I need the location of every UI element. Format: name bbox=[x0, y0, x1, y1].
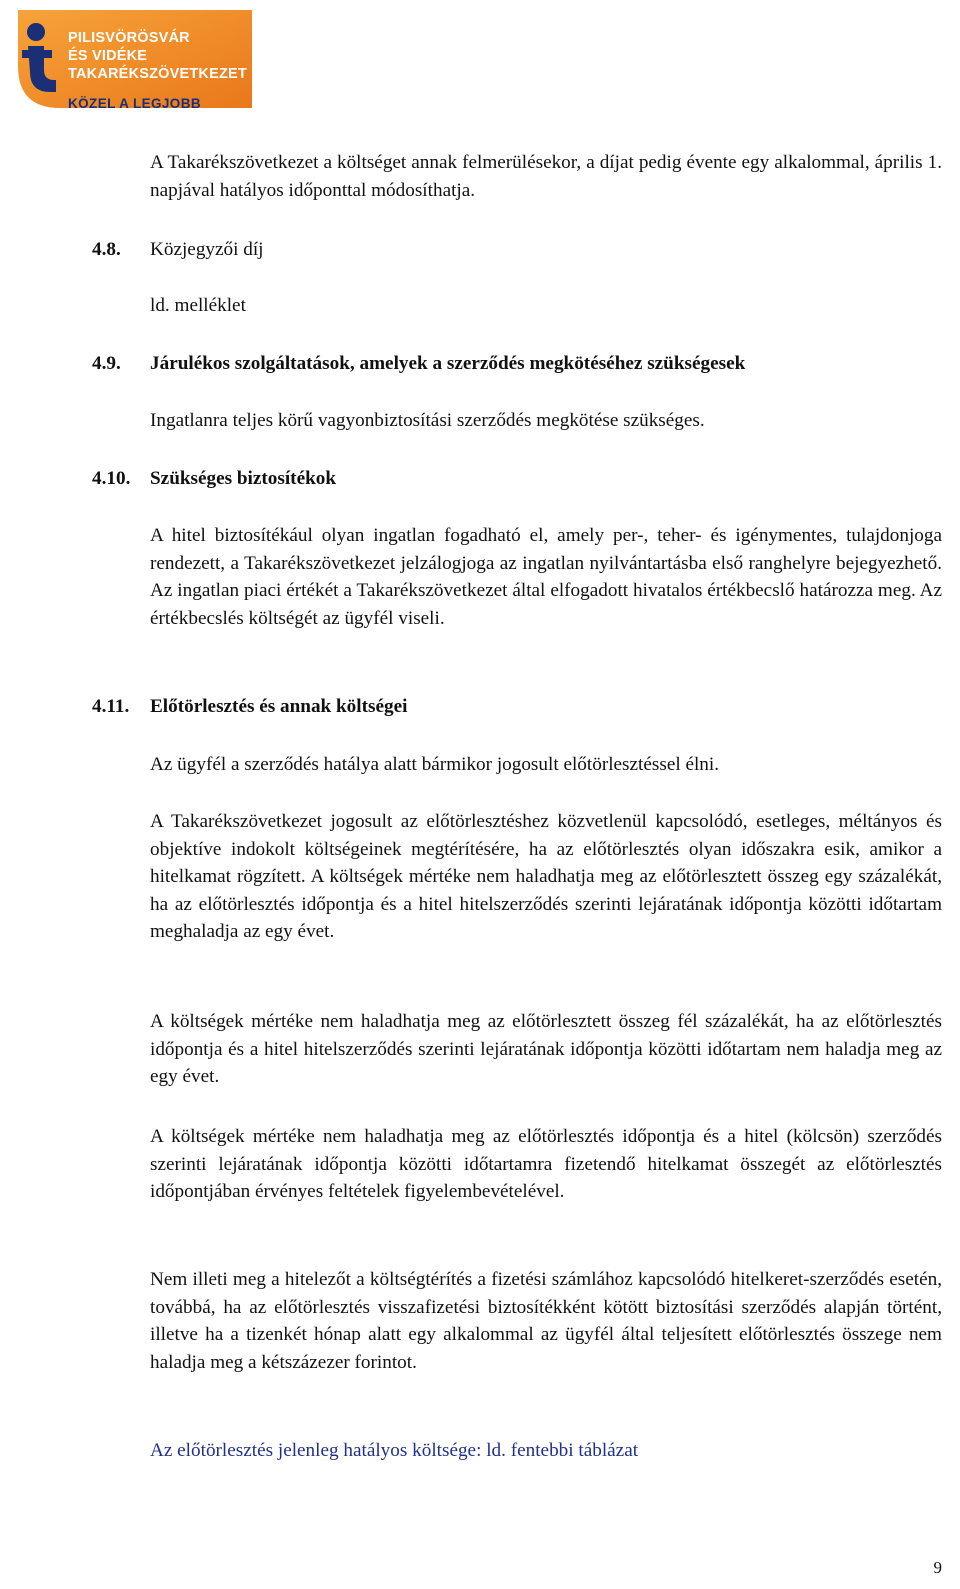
section-4-11-paragraph-5: Nem illeti meg a hitelezőt a költségtérítés a fizetési számlához kapcsolódó hitelkeret-szerződés esetén, továbbá, ha az előtörlesztés visszafizetési biztosítékként kötött biztosítási szerződés alapján történt, illetve ha a tizenkét hónap alatt egy alkalommal az ügyfél által teljesített előtörlesztés összege nem haladja meg a kétszázezer forintot. bbox=[150, 1269, 942, 1373]
fee-label: Az előtörlesztés jelenleg hatályos költsége: bbox=[150, 1440, 482, 1461]
section-4-8-body: ld. melléklet bbox=[150, 295, 246, 316]
section-4-11-paragraph-4: A költségek mértéke nem haladhatja meg az előtörlesztés időpontja és a hitel (kölcsön) szerződés szerinti lejáratának időpontja közötti időtartamra fizetendő hitelkamat összegét az előtörlesztés időpontjában érvényes feltételek figyelembevételével. bbox=[150, 1126, 942, 1203]
section-title-4-9: Járulékos szolgáltatások, amelyek a szerződés megkötéséhez szükségesek bbox=[150, 353, 746, 374]
page-number: 9 bbox=[933, 1558, 942, 1577]
logo-text-line3: TAKARÉKSZÖVETKEZET bbox=[68, 66, 247, 82]
section-4-11-paragraph-2: A Takarékszövetkezet jogosult az előtörlesztéshez közvetlenül kapcsolódó, esetleges, méltányos és objektíve indokolt költségeinek megtérítésére, ha az előtörlesztés olyan időszakra esik, amikor a hitelkamat rögzített. A költségek mértéke nem haladhatja meg az előtörlesztett összeg egy százalékát, ha az előtörlesztés időpontja és a hitel hitelszerződés szerinti lejáratának időpontja közötti időtartam meghaladja az egy évet. bbox=[150, 811, 942, 943]
section-4-9-body: Ingatlanra teljes körű vagyonbiztosítási szerződés megkötése szükséges. bbox=[150, 410, 705, 431]
section-title-4-10: Szükséges biztosítékok bbox=[150, 468, 337, 489]
section-number-4-10: 4.10. bbox=[92, 468, 131, 489]
fee-line bbox=[150, 1437, 942, 1465]
section-title-4-11: Előtörlesztés és annak költségei bbox=[150, 696, 408, 717]
logo-text-line1: PILISVÖRÖSVÁR bbox=[68, 30, 190, 46]
intro-paragraph: A Takarékszövetkezet a költséget annak felmerülésekor, a díjat pedig évente egy alkalommal, április 1. napjával hatályos időponttal módosíthatja. bbox=[150, 152, 942, 201]
bank-logo bbox=[8, 4, 258, 116]
section-number-4-9: 4.9. bbox=[92, 353, 121, 374]
section-number-4-8: 4.8. bbox=[92, 239, 121, 260]
section-4-11-paragraph-1: Az ügyfél a szerződés hatálya alatt bármikor jogosult előtörlesztéssel élni. bbox=[150, 754, 720, 775]
section-4-10-body: A hitel biztosítékául olyan ingatlan fogadható el, amely per-, teher- és igénymentes, tulajdonjoga rendezett, a Takarékszövetkezet jelzálogjoga az ingatlan nyilvántartásba első ranghelyre bejegyezhető. Az ingatlan piaci értékét a Takarékszövetkezet által elfogadott hivatalos értékbecslő határozza meg. Az értékbecslés költségét az ügyfél viseli. bbox=[150, 525, 942, 629]
section-4-11-paragraph-3: A költségek mértéke nem haladhatja meg az előtörlesztett összeg fél százalékát, ha az előtörlesztés időpontja és a hitel hitelszerződés szerinti lejáratának időpontja közötti időtartam nem haladja meg az egy évet. bbox=[150, 1011, 942, 1088]
section-number-4-11: 4.11. bbox=[92, 696, 130, 717]
section-title-4-8: Közjegyzői díj bbox=[150, 239, 264, 260]
logo-text-line2: ÉS VIDÉKE bbox=[68, 48, 148, 64]
fee-reference-link[interactable]: ld. fentebbi táblázat bbox=[486, 1440, 639, 1461]
logo-tagline: KÖZEL A LEGJOBB bbox=[68, 96, 202, 111]
